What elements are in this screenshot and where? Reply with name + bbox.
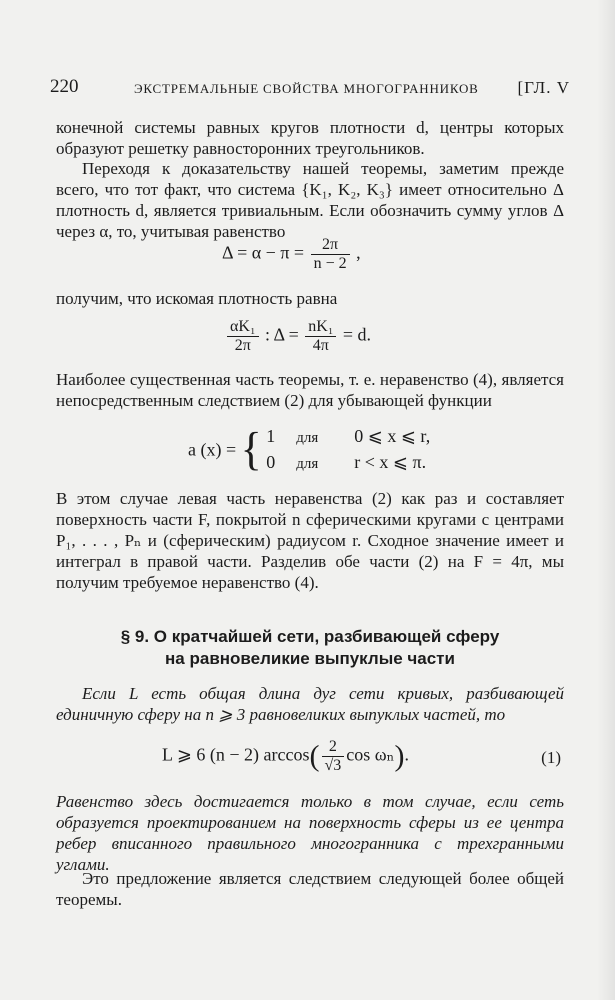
paragraph-3: получим, что искомая плотность равна [56,289,338,308]
paragraph-2: Переходя к доказательству нашей теоремы, заметим прежде всего, что тот факт, что система {K₁, K₂, K₃} имеет относительно Δ плотность d, является тривиальным. Если обозначить сумму углов Δ через α, то, учитывая равенство [56,159,564,241]
paragraph-5: В этом случае левая часть неравенства (2) как раз и составляет поверхность части F, покрытой n сферическими кругами с центрами P₁, . . . , Pₙ и (сферическим) радиусом r. Сходное значение имеет и интеграл в правой части. Разделив обе части (2) на F = 4π, мы получим требуемое неравенство (4). [56,489,564,592]
formula-density: $\frac{\text{αK₁}}{2\pi}$ : Δ = $\frac{\text{nK₁}}{4\pi}$ = d. [225,318,371,355]
piecewise-cases: 1 для 0 ⩽ x ⩽ r, 0 для r < x ⩽ π. [266,426,431,472]
running-header [50,66,570,96]
left-brace: { [240,423,262,476]
chapter-marker: [ГЛ. V [517,78,570,97]
fraction: $\frac{2\pi}{n - 2}$ [311,236,350,273]
section-heading: § 9. О кратчайшей сети, разбивающей сферу на равновеликие выпуклые части [120,627,500,668]
equation-number: (1) [541,748,561,767]
theorem-statement: Если L есть общая длина дуг сети кривых, разбивающей единичную сферу на n ⩾ 3 равновеликих выпуклых частей, то [56,684,564,724]
page-number: 220 [50,76,79,97]
paragraph-4: Наиболее существенная часть теоремы, т. е. неравенство (4), является непосредственным следствием (2) для убывающей функции [56,370,564,410]
formula-inequality: L ⩾ 6 (n − 2) arccos( $\frac{2}{√3}$ cos ωₙ). [162,738,409,774]
fraction: $\frac{2}{√3}$ [322,738,345,775]
formula-angle-sum: Δ = α − π = $\frac{2\pi}{n - 2}$ , [222,236,361,272]
paragraph-1: конечной системы равных кругов плотности d, центры которых образуют решетку равносторонних треугольников. [56,118,564,158]
fraction: $\frac{\text{αK₁}}{2\pi}$ [227,318,259,355]
page-gutter-shadow [597,0,615,1000]
fraction: $\frac{\text{nK₁}}{4\pi}$ [305,318,336,355]
running-title: ЭКСТРЕМАЛЬНЫЕ СВОЙСТВА МНОГОГРАННИКОВ [134,81,479,96]
paragraph-8: Это предложение является следствием следующей более общей теоремы. [56,869,564,909]
equality-condition: Равенство здесь достигается только в том случае, если сеть образуется проектированием на поверхность сферы из ее центра ребер вписанного правильного многогранника с трехгранными углами. [56,792,564,874]
formula-piecewise: a (x) = { 1 для 0 ⩽ x ⩽ r, 0 для r < x ⩽ π. [188,423,431,476]
